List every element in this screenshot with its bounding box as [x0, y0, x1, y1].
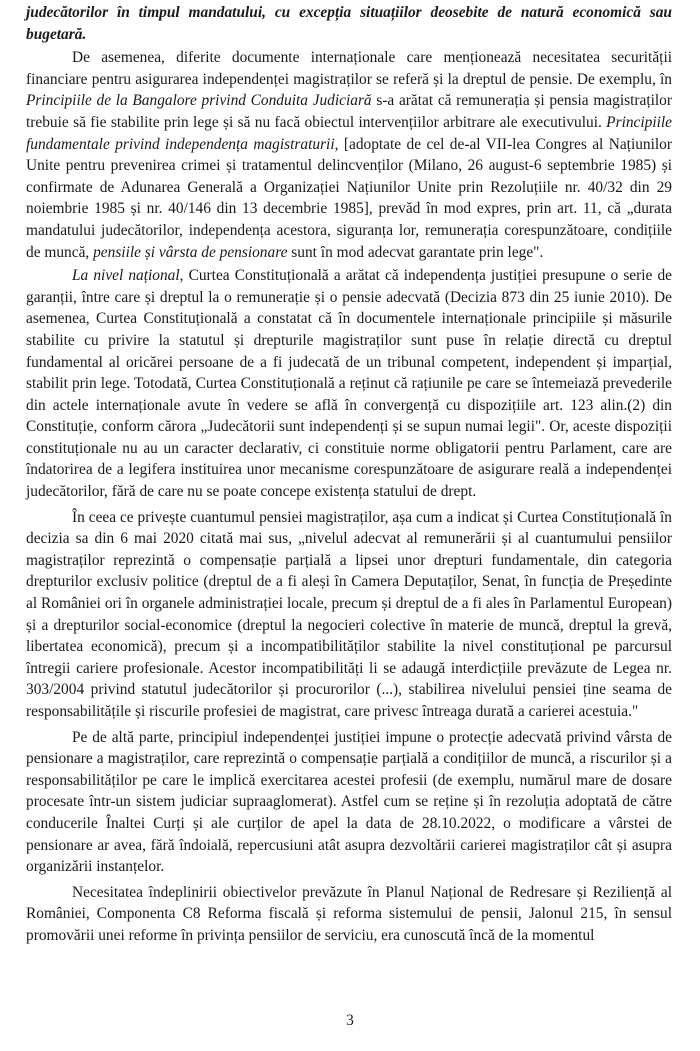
page-number: 3 — [346, 1012, 354, 1029]
text-segment: Necesitatea îndeplinirii obiectivelor prevăzute în Planul Național de Redresare și Reziliență al României, Componenta C8 Reforma fiscală și reforma sistemului de pensii, Jalonul 215, în sensul promovării unei reforme în privința pensiilor de serviciu, era cunoscută încă de la momentul — [26, 883, 672, 944]
paragraph-pnrr — [26, 882, 672, 947]
text-segment: judecătorilor în timpul mandatului, cu excepția situațiilor deosebite de natură economică sau bugetară. — [26, 4, 672, 43]
text-segment: De asemenea, diferite documente internaționale care menționează necesitatea securității financiare pentru asigurarea independenței magistraților se referă și la dreptul de pensie. De exemplu, în — [26, 49, 672, 88]
text-segment-italic: Principiile fundamentale privind independența magistraturii, — [26, 113, 672, 153]
text-segment-italic: Principiile de la Bangalore privind Conduita Judiciară — [26, 92, 372, 110]
paragraph-pension-amount — [26, 507, 672, 723]
paragraph-continuation — [26, 2, 672, 45]
text-segment: s-a arătat că remunerația și pensia magistraților trebuie să fie stabilite prin lege și să nu facă obiectul intervențiilor arbitrare ale executivului. — [26, 92, 672, 131]
paragraph-retirement-age — [26, 727, 672, 878]
text-segment: Pe de altă parte, principiul independenței justiției impune o protecție adecvată privind vârsta de pensionare a magistraților, care reprezintă o compensație parțială a condițiilor de muncă, a riscurilor și a responsabilităților pe care le implică exercitarea acestei profesii (de exemplu, numărul mare de dosare procesate într-un sistem judiciar supraaglomerat). Astfel cum se reține și în rezoluția adoptată de către conducerile Înaltei Curți și ale curților de apel la data de 28.10.2022, o modificare a vârstei de pensionare ar avea, fără îndoială, repercusiuni atât asupra dezvoltării carierei magistraților cât și asupra organizării instanțelor. — [26, 728, 672, 876]
paragraph-international-documents — [26, 47, 672, 263]
paragraph-national-level — [26, 265, 672, 503]
text-segment: sunt în mod adecvat garantate prin lege". — [287, 243, 544, 261]
text-segment-italic: La nivel național — [72, 267, 180, 285]
text-segment: În ceea ce privește cuantumul pensiei magistraților, așa cum a indicat și Curtea Constituțională în decizia sa din 6 mai 2020 citată mai sus, „nivelul adecvat al remunerării și al cuantumului pensiilor magistraților reprezintă o compensație parțială a lipsei unor drepturi fundamentale, din categoria drepturilor exclusiv politice (dreptul de a fi aleși în Camera Deputaților, Senat, în funcția de Președinte al României ori în organele administrației locale, precum și dreptul de a fi ales în Parlamentul European) și a drepturilor social-economice (dreptul la negocieri colective în materie de muncă, dreptul la grevă, libertatea economică), precum și a incompatibilităților stabilite la nivel constituțional pe parcursul întregii cariere profesionale. Acestor incompatibilități li se adaugă interdicțiile prevăzute de Legea nr. 303/2004 privind statutul judecătorilor și procurorilor (...), stabilirea nivelului pensiei ține seama de responsabilitățile și riscurile profesiei de magistrat, care privesc întreaga durată a carierei acestuia." — [26, 508, 672, 720]
text-segment: [adoptate de cel de-al VII-lea Congres al Națiunilor Unite pentru prevenirea crimei și tratamentul delincvenților (Milano, 26 august-6 septembrie 1985) și confirmate de Adunarea Generală a Organizației Națiunilor Unite prin Rezoluțiile nr. 40/32 din 29 noiembrie 1985 și nr. 40/146 din 13 decembrie 1985], prevăd în mod expres, prin art. 11, că „durata mandatului judecătorilor, independența acestora, siguranța lor, remunerația corespunzătoare, condițiile de muncă, — [26, 135, 672, 261]
text-segment-italic: pensiile și vârsta de pensionare — [93, 243, 288, 261]
text-segment: , Curtea Constituțională a arătat că independența justiției presupune o serie de garanții, între care și dreptul la o remunerație și o pensie adecvată (Decizia 873 din 25 iunie 2010). De asemenea, Curtea Constituțională a constatat că în documentele internaționale principiile și măsurile stabilite cu privire la statutul și drepturile magistraților sunt puse în relație directă cu dreptul fundamental al oricărei persoane de a fi judecată de un tribunal competent, independent și imparțial, stabilit prin lege. Totodată, Curtea Constituțională a reținut că rațiunile pe care se întemeiază prevederile din actele internaționale avute în vedere se află în convergență cu dispozițiile art. 123 alin.(2) din Constituție, conform cărora „Judecătorii sunt independenți și se supun numai legii". Or, aceste dispoziții constituționale nu au un caracter declarativ, ci constituie norme obligatorii pentru Parlament, care are îndatorirea de a legifera instituirea unor mecanisme corespunzătoare de asigurare reală a independenței judecătorilor, fără de care nu se poate concepe existența statului de drept. — [26, 267, 672, 501]
